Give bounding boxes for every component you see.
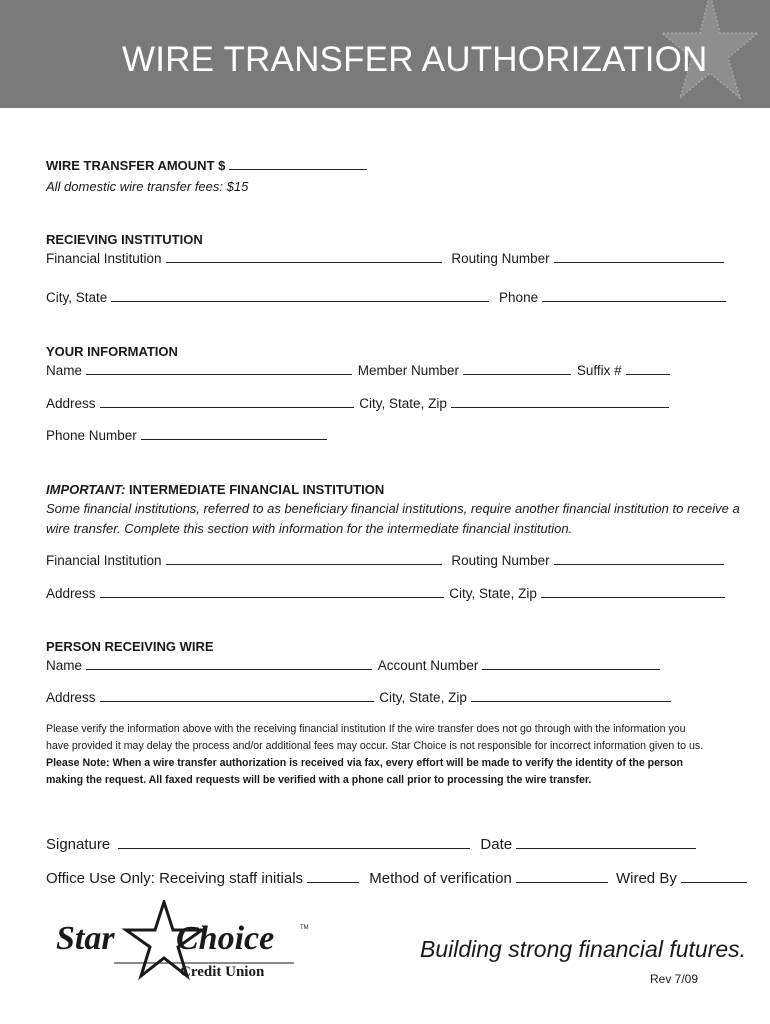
name-label: Name — [46, 363, 83, 378]
int-routing-number-field[interactable] — [554, 563, 724, 565]
signature-row — [46, 836, 696, 853]
city-state-zip-field[interactable] — [451, 406, 669, 408]
person-name-label: Name — [46, 658, 83, 673]
member-number-label: Member Number — [357, 363, 460, 378]
intermediate-desc-2: wire transfer. Complete this section with information for the intermediate financial institution. — [46, 521, 573, 536]
logo-choice-text: Choice — [176, 920, 275, 957]
phone-number-field[interactable] — [141, 438, 327, 440]
notice-line-1: Please verify the information above with the receiving financial institution If the wire transfer does not go through with the information you — [46, 723, 686, 735]
person-heading: PERSON RECEIVING WIRE — [46, 639, 214, 654]
logo-star-text: Star — [56, 920, 115, 957]
signature-field[interactable] — [118, 847, 470, 849]
notice-block — [46, 721, 703, 789]
wired-by-label: Wired By — [615, 870, 677, 887]
wire-amount-row — [46, 158, 367, 173]
notice-line-2: have provided it may delay the process and/or additional fees may occur. Star Choice is not responsible for incorrect information given to us. — [46, 740, 704, 752]
int-financial-institution-label: Financial Institution — [46, 553, 162, 568]
intermediate-desc-1: Some financial institutions, referred to as beneficiary financial institutions, require another financial institution to receive a — [46, 501, 740, 516]
person-row-1 — [46, 658, 660, 673]
name-field[interactable] — [86, 373, 352, 375]
account-number-field[interactable] — [482, 668, 660, 670]
address-label: Address — [46, 396, 96, 411]
account-number-label: Account Number — [377, 658, 479, 673]
logo-tm: TM — [300, 925, 309, 931]
logo-sub-text: Credit Union — [180, 964, 265, 980]
phone-field[interactable] — [542, 300, 726, 302]
notice-line-4: making the request. All faxed requests will be verified with a phone call prior to processing the wire transfer. — [46, 774, 592, 786]
int-address-label: Address — [46, 586, 96, 601]
person-name-field[interactable] — [86, 668, 372, 670]
int-financial-institution-field[interactable] — [166, 563, 442, 565]
star-choice-logo — [56, 900, 316, 990]
office-initials-field[interactable] — [307, 881, 359, 883]
int-city-state-zip-field[interactable] — [541, 596, 725, 598]
tagline: Building strong financial futures. — [420, 936, 747, 962]
financial-institution-label: Financial Institution — [46, 251, 162, 266]
person-row-2 — [46, 690, 671, 705]
receiving-row-2 — [46, 290, 726, 305]
your-info-row-2 — [46, 396, 669, 411]
city-state-zip-label: City, State, Zip — [359, 396, 447, 411]
person-city-state-zip-label: City, State, Zip — [379, 690, 467, 705]
important-label: IMPORTANT: — [46, 482, 126, 497]
suffix-field[interactable] — [626, 373, 670, 375]
suffix-label: Suffix # — [576, 363, 622, 378]
phone-number-label: Phone Number — [46, 428, 137, 443]
person-address-label: Address — [46, 690, 96, 705]
intermediate-heading — [46, 482, 384, 497]
financial-institution-field[interactable] — [166, 261, 442, 263]
method-label: Method of verification — [369, 870, 512, 887]
wire-amount-field[interactable] — [229, 168, 367, 170]
int-address-field[interactable] — [100, 596, 444, 598]
notice-line-3: Please Note: When a wire transfer authorization is received via fax, every effort will be made to verify the identity of the person — [46, 757, 683, 769]
revision-label: Rev 7/09 — [650, 972, 699, 986]
your-info-heading: YOUR INFORMATION — [46, 344, 178, 359]
receiving-heading: RECIEVING INSTITUTION — [46, 232, 203, 247]
phone-label: Phone — [499, 290, 539, 305]
city-state-label: City, State — [46, 290, 108, 305]
routing-number-field[interactable] — [554, 261, 724, 263]
your-info-row-1 — [46, 363, 670, 378]
your-info-row-3 — [46, 428, 327, 443]
person-address-field[interactable] — [100, 700, 374, 702]
routing-number-label: Routing Number — [451, 251, 550, 266]
date-label: Date — [480, 836, 513, 853]
wire-amount-label: WIRE TRANSFER AMOUNT $ — [46, 158, 226, 173]
fee-note: All domestic wire transfer fees: $15 — [46, 179, 249, 194]
receiving-row-1 — [46, 251, 724, 266]
city-state-field[interactable] — [111, 300, 489, 302]
intermediate-row-2 — [46, 586, 725, 601]
office-row — [46, 870, 747, 887]
office-receiving-label: Office Use Only: Receiving staff initials — [46, 870, 304, 887]
page-title: WIRE TRANSFER AUTHORIZATION — [122, 40, 708, 79]
wired-by-field[interactable] — [681, 881, 747, 883]
address-field[interactable] — [100, 406, 354, 408]
person-city-state-zip-field[interactable] — [471, 700, 671, 702]
int-routing-number-label: Routing Number — [451, 553, 550, 568]
member-number-field[interactable] — [463, 373, 571, 375]
int-city-state-zip-label: City, State, Zip — [449, 586, 537, 601]
date-field[interactable] — [516, 847, 696, 849]
signature-label: Signature — [46, 836, 111, 853]
intermediate-row-1 — [46, 553, 724, 568]
method-field[interactable] — [516, 881, 608, 883]
intermediate-title: INTERMEDIATE FINANCIAL INSTITUTION — [125, 482, 385, 497]
header-banner — [0, 0, 770, 108]
